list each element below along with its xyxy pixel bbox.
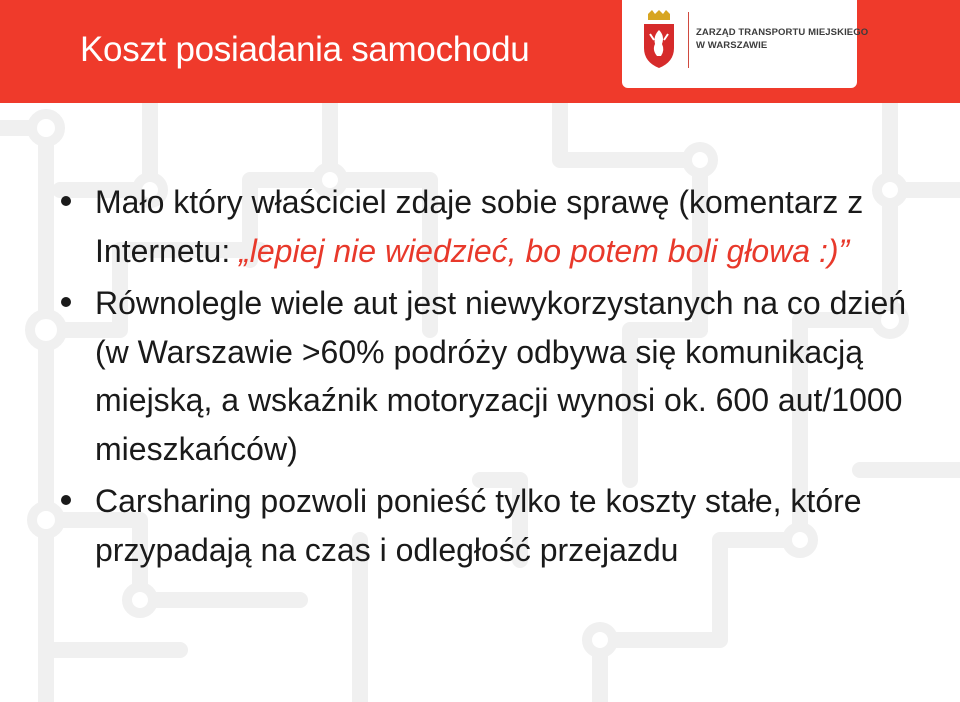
logo-line-1: ZARZĄD TRANSPORTU MIEJSKIEGO: [696, 27, 869, 38]
bullet-item: [60, 477, 940, 574]
header-bar: [0, 0, 960, 103]
bullet-text: Równolegle wiele aut jest niewykorzystanych na co dzień (w Warszawie >60% podróży odbywa się komunikacją miejską, a wskaźnik motoryzacji wynosi ok. 600 aut/1000 mieszkańców): [95, 285, 907, 467]
warsaw-coat-of-arms-icon: [640, 10, 678, 70]
logo-line-2: W WARSZAWIE: [696, 40, 768, 51]
bullet-text: Carsharing pozwoli ponieść tylko te koszty stałe, które przypadają na czas i odległość przejazdu: [95, 483, 862, 568]
bullet-item: [60, 279, 940, 473]
logo-divider: [688, 12, 689, 68]
slide-title: Koszt posiadania samochodu: [80, 30, 530, 69]
internet-quote: „lepiej nie wiedzieć, bo potem boli głowa :)”: [239, 232, 850, 269]
bullet-text: Mało który właściciel zdaje sobie sprawę (komentarz z Internetu:: [95, 184, 864, 269]
bullet-item: [60, 178, 940, 275]
logo-text: [696, 26, 868, 52]
bullet-list: [60, 178, 940, 578]
logo: [622, 0, 869, 88]
